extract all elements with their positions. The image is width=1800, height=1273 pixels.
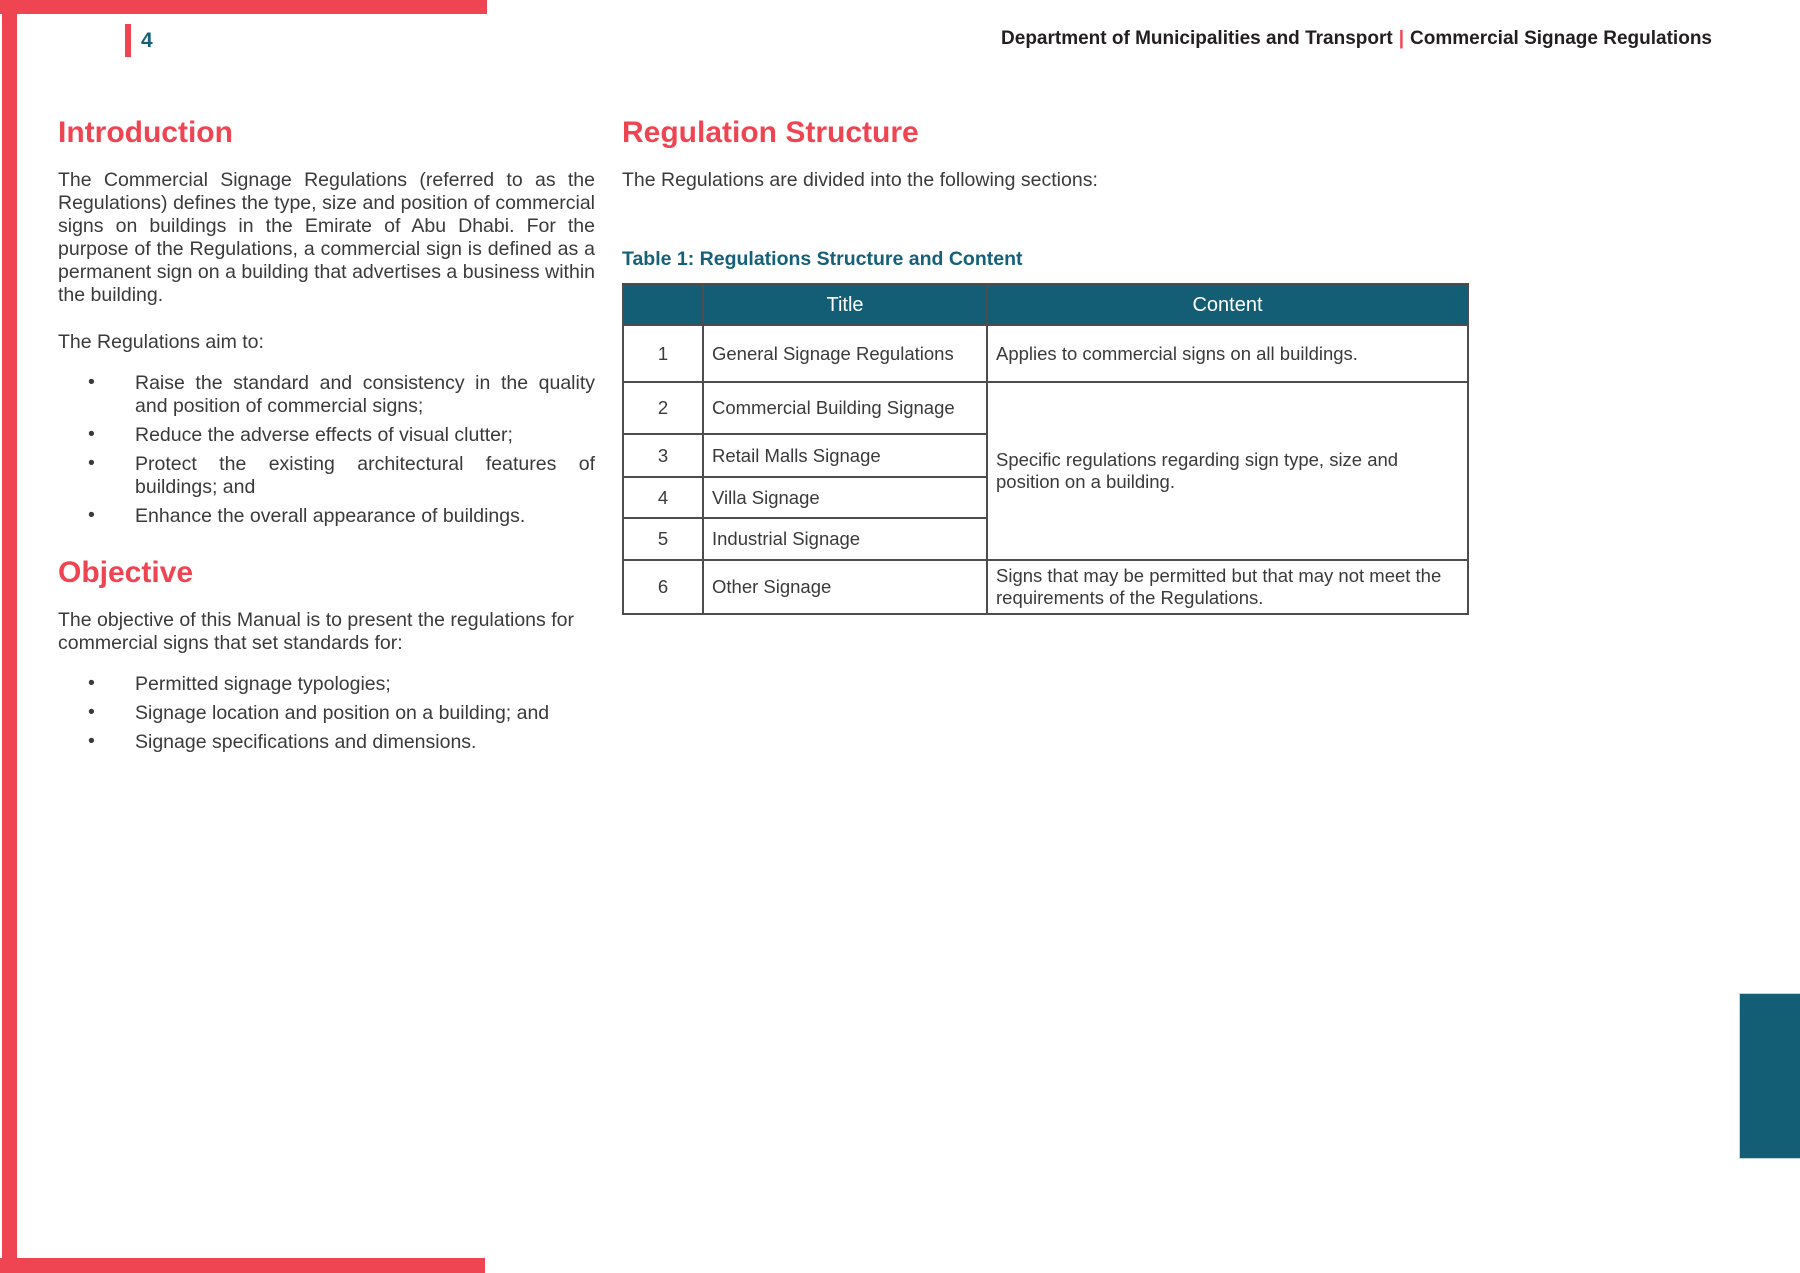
teal-accent-block — [1739, 993, 1800, 1159]
list-item — [58, 505, 595, 528]
regulation-structure-heading: Regulation Structure — [622, 116, 919, 149]
table-header-num — [623, 284, 703, 325]
list-item — [58, 453, 595, 499]
page-number-accent-bar — [125, 24, 131, 57]
page-number: 4 — [141, 28, 153, 52]
row-title: Retail Malls Signage — [703, 434, 987, 477]
regulation-structure-lead: The Regulations are divided into the following sections: — [622, 169, 1098, 191]
row-number: 3 — [623, 434, 703, 477]
running-header-title: Commercial Signage Regulations — [1410, 28, 1712, 49]
list-item-text: Raise the standard and consistency in the quality and position of commercial signs; — [135, 372, 595, 417]
row-title: Commercial Building Signage — [703, 382, 987, 434]
running-header-separator: | — [1398, 28, 1405, 49]
list-item — [58, 372, 595, 418]
aims-lead: The Regulations aim to: — [58, 331, 264, 353]
row-title: Other Signage — [703, 560, 987, 614]
row-content: Signs that may be permitted but that may not meet the requirements of the Regulations. — [987, 560, 1468, 614]
running-header-department: Department of Municipalities and Transport — [1001, 28, 1393, 49]
introduction-heading: Introduction — [58, 116, 233, 149]
running-header — [1001, 28, 1712, 50]
bullet-icon: • — [88, 730, 95, 752]
row-title: Villa Signage — [703, 477, 987, 518]
left-column — [58, 116, 595, 776]
right-column — [622, 116, 1467, 615]
row-title: General Signage Regulations — [703, 325, 987, 382]
aims-list — [58, 372, 595, 528]
row-content-merged: Specific regulations regarding sign type, size and position on a building. — [987, 382, 1468, 560]
row-number: 2 — [623, 382, 703, 434]
table-header-title: Title — [703, 284, 987, 325]
table-header-content: Content — [987, 284, 1468, 325]
table-row — [623, 560, 1468, 614]
page-number-block — [125, 24, 153, 57]
list-item-text: Signage location and position on a building; and — [135, 702, 550, 724]
row-number: 4 — [623, 477, 703, 518]
row-content: Applies to commercial signs on all buildings. — [987, 325, 1468, 382]
objectives-list — [58, 673, 595, 754]
red-frame-left — [2, 0, 17, 1273]
row-number: 1 — [623, 325, 703, 382]
objective-paragraph: The objective of this Manual is to present the regulations for commercial signs that set standards for: — [58, 609, 574, 654]
list-item-text: Enhance the overall appearance of buildings. — [135, 505, 526, 527]
bullet-icon: • — [88, 452, 95, 474]
row-number: 6 — [623, 560, 703, 614]
row-number: 5 — [623, 518, 703, 560]
bullet-icon: • — [88, 701, 95, 723]
list-item-text: Signage specifications and dimensions. — [135, 731, 477, 753]
row-title: Industrial Signage — [703, 518, 987, 560]
bullet-icon: • — [88, 672, 95, 694]
regulations-table — [622, 283, 1469, 615]
red-frame-top — [0, 0, 487, 14]
list-item — [58, 673, 595, 696]
list-item-text: Protect the existing architectural features of buildings; and — [135, 453, 595, 498]
introduction-paragraph: The Commercial Signage Regulations (referred to as the Regulations) defines the type, size and position of commercial signs on buildings in the Emirate of Abu Dhabi. For the purpose of the Regulations, a commercial sign is defined as a permanent sign on a building that advertises a business within the building. — [58, 169, 595, 306]
table-header-row — [623, 284, 1468, 325]
red-frame-bottom — [0, 1258, 485, 1273]
bullet-icon: • — [88, 504, 95, 526]
table-row — [623, 325, 1468, 382]
objective-heading: Objective — [58, 556, 194, 589]
bullet-icon: • — [88, 423, 95, 445]
table-row — [623, 382, 1468, 434]
list-item — [58, 702, 595, 725]
list-item-text: Permitted signage typologies; — [135, 673, 391, 695]
list-item — [58, 731, 595, 754]
table-caption: Table 1: Regulations Structure and Content — [622, 248, 1023, 270]
bullet-icon: • — [88, 371, 95, 393]
list-item-text: Reduce the adverse effects of visual clutter; — [135, 424, 513, 446]
list-item — [58, 424, 595, 447]
